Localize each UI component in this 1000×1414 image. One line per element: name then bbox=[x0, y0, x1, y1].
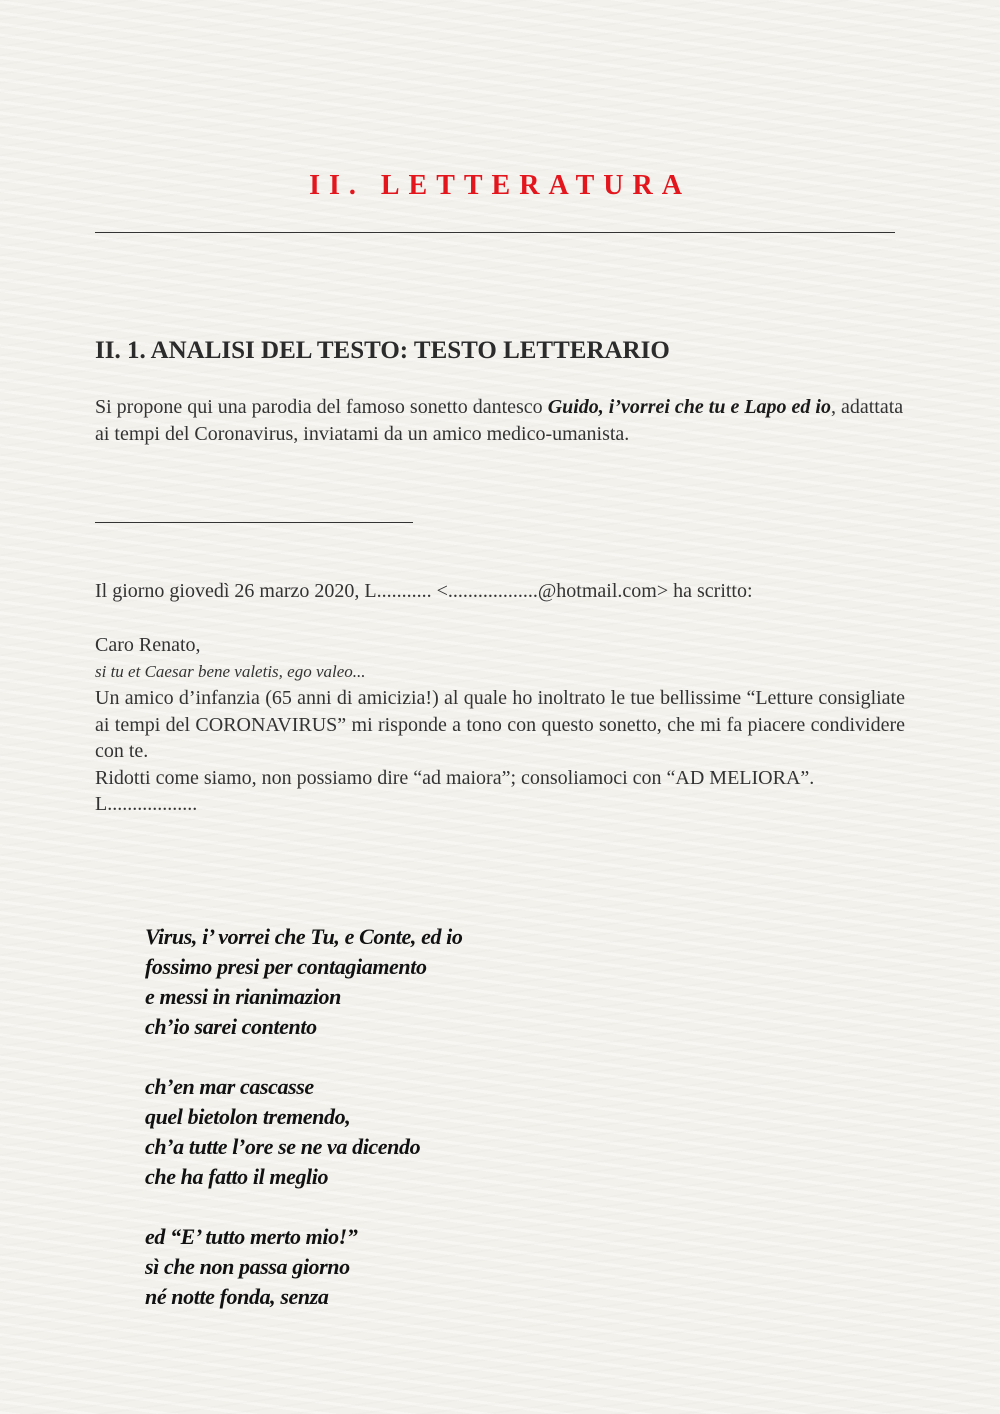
poem bbox=[145, 922, 745, 1342]
subsection-title: II. 1. ANALISI DEL TESTO: TESTO LETTERARIO bbox=[95, 337, 670, 364]
title-divider bbox=[95, 232, 895, 233]
email-header: Il giorno giovedì 26 marzo 2020, L........... <..................@hotmail.com> ha scritto: bbox=[95, 580, 753, 602]
intro-text-before: Si propone qui una parodia del famoso sonetto dantesco bbox=[95, 396, 548, 418]
poem-line: ch’io sarei contento bbox=[145, 1014, 317, 1039]
letter-paragraph: Un amico d’infanzia (65 anni di amicizia!) al quale ho inoltrato le tue bellissime “Letture consigliate ai tempi del CORONAVIRUS” mi risponde a tono con questo sonetto, che mi fa piacere condividere con te. bbox=[95, 687, 905, 762]
poem-stanza bbox=[145, 1222, 745, 1312]
intro-paragraph bbox=[95, 394, 905, 448]
poem-line: né notte fonda, senza bbox=[145, 1284, 329, 1309]
poem-line: ch’en mar cascasse bbox=[145, 1074, 314, 1099]
separator-line bbox=[95, 522, 413, 523]
poem-line: ch’a tutte l’ore se ne va dicendo bbox=[145, 1134, 421, 1159]
letter-signature: L.................. bbox=[95, 793, 198, 815]
letter-latin-salutation: si tu et Caesar bene valetis, ego valeo... bbox=[95, 661, 366, 681]
poem-line: Virus, i’ vorrei che Tu, e Conte, ed io bbox=[145, 924, 463, 949]
poem-line: sì che non passa giorno bbox=[145, 1254, 350, 1279]
poem-line: che ha fatto il meglio bbox=[145, 1164, 329, 1189]
poem-line: quel bietolon tremendo, bbox=[145, 1104, 351, 1129]
poem-line: e messi in rianimazion bbox=[145, 984, 341, 1009]
poem-stanza bbox=[145, 1072, 745, 1192]
poem-line: ed “E’ tutto merto mio!” bbox=[145, 1224, 358, 1249]
poem-stanza bbox=[145, 922, 745, 1042]
poem-line: fossimo presi per contagiamento bbox=[145, 954, 427, 979]
intro-text-after: , adattata ai tempi del Coronavirus, inviatami da un amico medico-umanista. bbox=[95, 396, 904, 445]
sonnet-title: Guido, i’vorrei che tu e Lapo ed io bbox=[547, 396, 831, 418]
letter-greeting: Caro Renato, bbox=[95, 634, 201, 656]
section-title: II. LETTERATURA bbox=[309, 170, 691, 201]
letter-paragraph: Ridotti come siamo, non possiamo dire “ad maiora”; consoliamoci con “AD MELIORA”. bbox=[95, 766, 815, 789]
letter-body bbox=[95, 632, 905, 818]
